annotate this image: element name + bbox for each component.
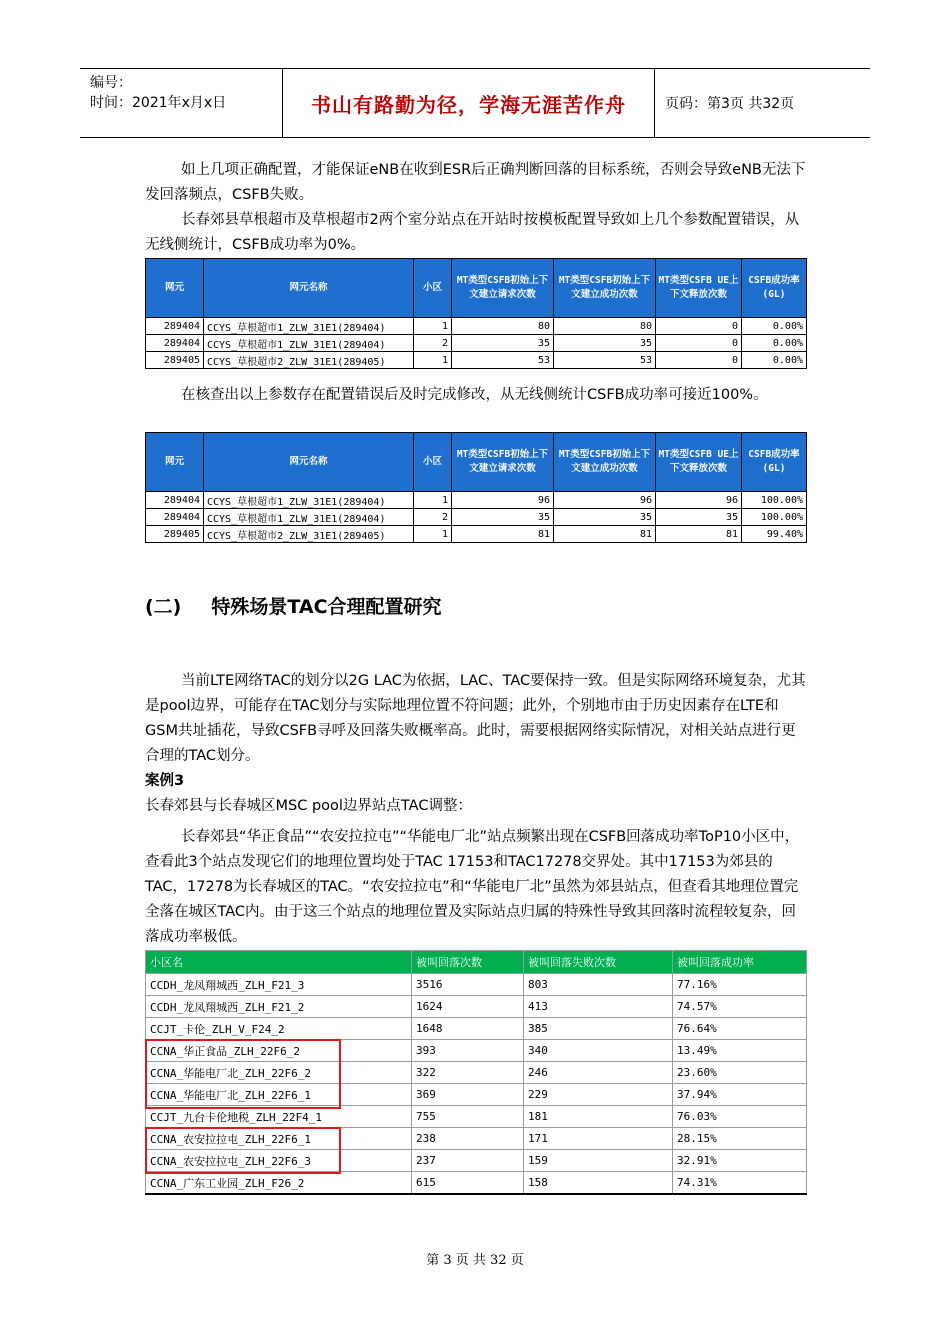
table-cell: 96 — [554, 492, 656, 509]
table-cell: 35 — [656, 509, 742, 526]
table-cell: 803 — [524, 974, 673, 996]
page-header — [80, 68, 870, 138]
table-row — [146, 318, 807, 335]
col-header: MT类型CSFB初始上下文建立成功次数 — [554, 259, 656, 318]
table-cell: 96 — [656, 492, 742, 509]
header-page-label: 页码：第3页 共32页 — [665, 96, 795, 112]
table-cell: 100.00% — [742, 492, 807, 509]
table-cell: 81 — [656, 526, 742, 543]
csfb-table-before — [145, 258, 807, 369]
table-cell: 74.31% — [673, 1172, 807, 1195]
table-cell: 393 — [412, 1040, 524, 1062]
table-cell: CCNA_农安拉拉屯_ZLH_22F6_1 — [146, 1128, 412, 1150]
paragraph-tac: 当前LTE网络TAC的划分以2G LAC为依据，LAC、TAC要保持一致。但是实际网络环境复杂，尤其是pool边界，可能存在TAC划分与实际地理位置不符问题；此外，个别地市由于历史因素存在LTE和GSM共址插花，导致CSFB寻呼及回落失败概率高。此时，需要根据网络实际情况，对相关站点进行更合理的TAC划分。 — [145, 673, 806, 764]
table-cell: CCNA_广东工业园_ZLH_F26_2 — [146, 1172, 412, 1195]
table-cell: 237 — [412, 1150, 524, 1172]
table-cell: 385 — [524, 1018, 673, 1040]
table-cell: CCYS_草根超市1_ZLW_31E1(289404) — [204, 335, 414, 352]
table-cell: 289404 — [146, 509, 204, 526]
table-cell: 3516 — [412, 974, 524, 996]
table-cell: 0.00% — [742, 352, 807, 369]
table-cell: 53 — [452, 352, 554, 369]
col-header: 网元名称 — [204, 259, 414, 318]
paragraph-grass-root: 长春郊县草根超市及草根超市2两个室分站点在开站时按模板配置导致如上几个参数配置错误，从无线侧统计，CSFB成功率为0%。 — [145, 212, 800, 253]
col-header: MT类型CSFB初始上下文建立请求次数 — [452, 259, 554, 318]
table-cell: 13.49% — [673, 1040, 807, 1062]
table-cell: 35 — [554, 335, 656, 352]
table-cell: 289404 — [146, 492, 204, 509]
table-cell: 28.15% — [673, 1128, 807, 1150]
table-cell: CCDH_龙凤翔城西_ZLH_F21_2 — [146, 996, 412, 1018]
table-cell: 1 — [414, 318, 452, 335]
table-cell: 0.00% — [742, 318, 807, 335]
table-cell: 1 — [414, 492, 452, 509]
table-cell: 76.03% — [673, 1106, 807, 1128]
table-cell: 80 — [452, 318, 554, 335]
tac-body — [145, 669, 807, 950]
table-cell: 229 — [524, 1084, 673, 1106]
page-footer: 第 3 页 共 32 页 — [426, 1253, 524, 1268]
table-cell: 96 — [452, 492, 554, 509]
table-cell: 1648 — [412, 1018, 524, 1040]
table-cell: 171 — [524, 1128, 673, 1150]
table-cell: 246 — [524, 1062, 673, 1084]
table-row — [146, 996, 807, 1018]
table-cell: CCYS_草根超市1_ZLW_31E1(289404) — [204, 492, 414, 509]
col-header: 网元 — [146, 433, 204, 492]
col-header: 网元 — [146, 259, 204, 318]
col-header: 被叫回落失败次数 — [524, 951, 673, 974]
table-cell: 289405 — [146, 526, 204, 543]
table-cell: CCYS_草根超市1_ZLW_31E1(289404) — [204, 509, 414, 526]
highlight-box-top — [145, 1039, 341, 1109]
table-cell: 23.60% — [673, 1062, 807, 1084]
table-header-row — [146, 951, 807, 974]
table-cell: 77.16% — [673, 974, 807, 996]
table-cell: 1624 — [412, 996, 524, 1018]
table-cell: 238 — [412, 1128, 524, 1150]
table-cell: 413 — [524, 996, 673, 1018]
table-cell: 1 — [414, 526, 452, 543]
table-cell: 81 — [452, 526, 554, 543]
table-cell: 289405 — [146, 352, 204, 369]
table-cell: 158 — [524, 1172, 673, 1195]
table-cell: 81 — [554, 526, 656, 543]
table-cell: 615 — [412, 1172, 524, 1195]
case-subtitle: 长春郊县与长春城区MSC pool边界站点TAC调整： — [145, 798, 472, 814]
table-row — [146, 1172, 807, 1195]
table-cell: 289404 — [146, 318, 204, 335]
table-header-row — [146, 259, 807, 318]
table-row — [146, 974, 807, 996]
case-title: 案例3 — [145, 773, 185, 789]
col-header: 小区 — [414, 433, 452, 492]
table-cell: 0 — [656, 352, 742, 369]
table-cell: 2 — [414, 335, 452, 352]
table-cell: CCYS_草根超市2_ZLW_31E1(289405) — [204, 352, 414, 369]
paragraph-fixed: 在核查出以上参数存在配置错误后及时完成修改，从无线侧统计CSFB成功率可接近100%。 — [181, 387, 768, 403]
table-cell: 74.57% — [673, 996, 807, 1018]
table-cell: 2 — [414, 509, 452, 526]
col-header: MT类型CSFB初始上下文建立成功次数 — [554, 433, 656, 492]
table-cell: 322 — [412, 1062, 524, 1084]
table-row — [146, 509, 807, 526]
table-cell: 159 — [524, 1150, 673, 1172]
header-motto: 书山有路勤为径，学海无涯苦作舟 — [283, 69, 655, 137]
csfb-table-after — [145, 432, 807, 543]
col-header: MT类型CSFB UE上下文释放次数 — [656, 259, 742, 318]
table-cell: CCJT_九台卡伦地税_ZLH_22F4_1 — [146, 1106, 412, 1128]
table-cell: CCYS_草根超市2_ZLW_31E1(289405) — [204, 526, 414, 543]
table-cell: 53 — [554, 352, 656, 369]
table-cell: CCNA_华能电厂北_ZLH_22F6_1 — [146, 1084, 412, 1106]
highlight-box-bottom — [145, 1127, 341, 1174]
table-cell: 35 — [452, 509, 554, 526]
table-cell: 1 — [414, 352, 452, 369]
col-header: 被叫回落次数 — [412, 951, 524, 974]
intro-paragraphs — [145, 158, 807, 258]
col-header: MT类型CSFB UE上下文释放次数 — [656, 433, 742, 492]
col-header: MT类型CSFB初始上下文建立请求次数 — [452, 433, 554, 492]
table-cell: 80 — [554, 318, 656, 335]
table-cell: 0 — [656, 335, 742, 352]
table-cell: 340 — [524, 1040, 673, 1062]
table-cell: 99.40% — [742, 526, 807, 543]
table-header-row — [146, 433, 807, 492]
paragraph-config: 如上几项正确配置，才能保证eNB在收到ESR后正确判断回落的目标系统，否则会导致eNB无法下发回落频点，CSFB失败。 — [145, 162, 806, 203]
table-row — [146, 526, 807, 543]
table-cell: 76.64% — [673, 1018, 807, 1040]
col-header: 小区名 — [146, 951, 412, 974]
table-cell: CCYS_草根超市1_ZLW_31E1(289404) — [204, 318, 414, 335]
section-number: (二) — [145, 596, 182, 618]
table-row — [146, 492, 807, 509]
table-row — [146, 352, 807, 369]
table-cell: 369 — [412, 1084, 524, 1106]
doc-number-label: 编号： — [90, 75, 132, 91]
table-cell: CCNA_华正食品_ZLH_22F6_2 — [146, 1040, 412, 1062]
table-cell: CCJT_卡伦_ZLH_V_F24_2 — [146, 1018, 412, 1040]
col-header: 被叫回落成功率 — [673, 951, 807, 974]
table-cell: CCNA_华能电厂北_ZLH_22F6_2 — [146, 1062, 412, 1084]
col-header: CSFB成功率(GL) — [742, 433, 807, 492]
col-header: 小区 — [414, 259, 452, 318]
col-header: 网元名称 — [204, 433, 414, 492]
table-cell: 100.00% — [742, 509, 807, 526]
table-cell: CCDH_龙凤翔城西_ZLH_F21_3 — [146, 974, 412, 996]
table-cell: 37.94% — [673, 1084, 807, 1106]
paragraph-case: 长春郊县“华正食品”“农安拉拉屯”“华能电厂北”站点频繁出现在CSFB回落成功率ToP10小区中，查看此3个站点发现它们的地理位置均处于TAC 17153和TAC17278交界处。其中17153为郊县的TAC，17278为长春城区的TAC。“农安拉拉屯”和“华能电厂北”虽然为郊县站点，但查看其地理位置完全落在城区TAC内。由于这三个站点的地理位置及实际站点归属的特殊性导致其回落时流程较复杂，回落成功率极低。 — [145, 829, 800, 945]
table-row — [146, 335, 807, 352]
header-meta — [80, 69, 283, 137]
fix-paragraph-block — [145, 383, 807, 408]
col-header: CSFB成功率(GL) — [742, 259, 807, 318]
table-cell: 755 — [412, 1106, 524, 1128]
section-heading — [145, 592, 442, 619]
table-cell: 289404 — [146, 335, 204, 352]
table-cell: 0.00% — [742, 335, 807, 352]
table-cell: 35 — [554, 509, 656, 526]
table-cell: CCNA_农安拉拉屯_ZLH_22F6_3 — [146, 1150, 412, 1172]
doc-date-label: 时间：2021年x月x日 — [90, 95, 227, 111]
section-title: 特殊场景TAC合理配置研究 — [211, 596, 442, 618]
table-cell: 181 — [524, 1106, 673, 1128]
table-cell: 32.91% — [673, 1150, 807, 1172]
table-row — [146, 1018, 807, 1040]
table-cell: 0 — [656, 318, 742, 335]
table-cell: 35 — [452, 335, 554, 352]
